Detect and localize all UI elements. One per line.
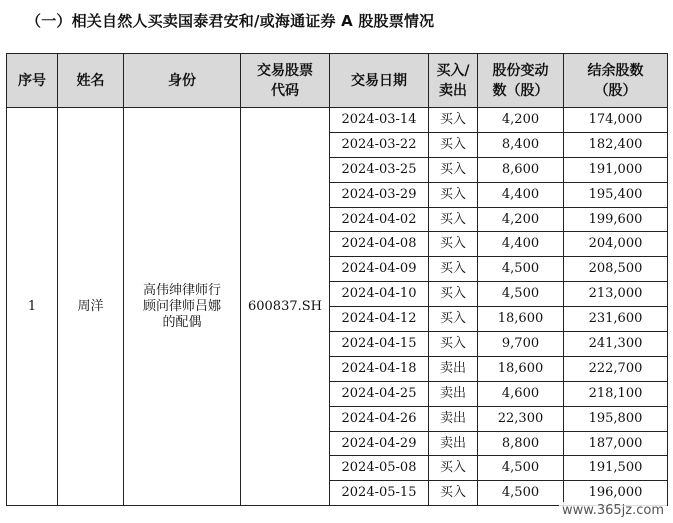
side-cell: 买入 bbox=[429, 232, 478, 257]
header-stock-code bbox=[241, 54, 330, 108]
date-cell: 2024-04-10 bbox=[330, 282, 429, 307]
date-cell: 2024-03-22 bbox=[330, 132, 429, 157]
identity-line3: 的配偶 bbox=[162, 314, 202, 330]
balance-cell: 208,500 bbox=[564, 257, 668, 282]
side-cell: 买入 bbox=[429, 282, 478, 307]
page-title: （一）相关自然人买卖国泰君安和/或海通证券 A 股股票情况 bbox=[26, 12, 435, 30]
header-name-label: 姓名 bbox=[76, 72, 105, 89]
date-cell: 2024-04-12 bbox=[330, 307, 429, 332]
stock-code-cell: 600837.SH bbox=[241, 108, 330, 506]
date-cell: 2024-04-26 bbox=[330, 406, 429, 431]
date-cell: 2024-04-25 bbox=[330, 381, 429, 406]
identity-line2: 顾问律师吕娜 bbox=[142, 298, 221, 314]
balance-cell: 187,000 bbox=[564, 431, 668, 456]
header-side-line2: 卖出 bbox=[439, 82, 467, 99]
change-cell: 18,600 bbox=[478, 356, 564, 381]
date-cell: 2024-05-08 bbox=[330, 456, 429, 481]
header-row bbox=[7, 54, 668, 108]
change-cell: 4,500 bbox=[478, 257, 564, 282]
date-cell: 2024-04-09 bbox=[330, 257, 429, 282]
identity-cell bbox=[124, 108, 241, 506]
balance-cell: 174,000 bbox=[564, 108, 668, 133]
date-cell: 2024-04-15 bbox=[330, 332, 429, 357]
header-change-line1: 股份变动 bbox=[492, 62, 549, 79]
header-date-label: 交易日期 bbox=[351, 72, 407, 89]
header-balance-line2: （股） bbox=[594, 82, 637, 99]
header-side-line1: 买入/ bbox=[436, 62, 470, 79]
identity-line1: 高伟绅律师行 bbox=[142, 282, 221, 298]
header-balance-line1: 结余股数 bbox=[587, 62, 644, 79]
change-cell: 4,500 bbox=[478, 456, 564, 481]
side-cell: 买入 bbox=[429, 132, 478, 157]
change-cell: 8,800 bbox=[478, 431, 564, 456]
header-balance bbox=[564, 54, 668, 108]
change-cell: 4,500 bbox=[478, 282, 564, 307]
balance-cell: 231,600 bbox=[564, 307, 668, 332]
change-cell: 4,200 bbox=[478, 108, 564, 133]
header-stock-code-line2: 代码 bbox=[271, 82, 299, 99]
balance-cell: 222,700 bbox=[564, 356, 668, 381]
side-cell: 卖出 bbox=[429, 356, 478, 381]
side-cell: 买入 bbox=[429, 207, 478, 232]
change-cell: 4,400 bbox=[478, 232, 564, 257]
header-side bbox=[429, 54, 478, 108]
change-cell: 22,300 bbox=[478, 406, 564, 431]
change-cell: 4,200 bbox=[478, 207, 564, 232]
balance-cell: 218,100 bbox=[564, 381, 668, 406]
side-cell: 买入 bbox=[429, 481, 478, 506]
date-cell: 2024-05-15 bbox=[330, 481, 429, 506]
side-cell: 买入 bbox=[429, 182, 478, 207]
table-header bbox=[7, 54, 668, 108]
balance-cell: 241,300 bbox=[564, 332, 668, 357]
date-cell: 2024-03-14 bbox=[330, 108, 429, 133]
balance-cell: 191,500 bbox=[564, 456, 668, 481]
side-cell: 卖出 bbox=[429, 406, 478, 431]
change-cell: 8,600 bbox=[478, 157, 564, 182]
date-cell: 2024-03-25 bbox=[330, 157, 429, 182]
change-cell: 18,600 bbox=[478, 307, 564, 332]
header-name bbox=[58, 54, 124, 108]
change-cell: 9,700 bbox=[478, 332, 564, 357]
header-change-line2: 数（股） bbox=[492, 82, 549, 99]
header-seq bbox=[7, 54, 58, 108]
balance-cell: 213,000 bbox=[564, 282, 668, 307]
side-cell: 买入 bbox=[429, 108, 478, 133]
side-cell: 卖出 bbox=[429, 381, 478, 406]
side-cell: 买入 bbox=[429, 257, 478, 282]
side-cell: 卖出 bbox=[429, 431, 478, 456]
change-cell: 4,600 bbox=[478, 381, 564, 406]
side-cell: 买入 bbox=[429, 332, 478, 357]
header-stock-code-line1: 交易股票 bbox=[257, 62, 313, 79]
date-cell: 2024-04-02 bbox=[330, 207, 429, 232]
side-cell: 买入 bbox=[429, 157, 478, 182]
header-date bbox=[330, 54, 429, 108]
balance-cell: 196,000 bbox=[564, 481, 668, 506]
side-cell: 买入 bbox=[429, 456, 478, 481]
change-cell: 8,400 bbox=[478, 132, 564, 157]
table-row bbox=[7, 108, 668, 133]
change-cell: 4,500 bbox=[478, 481, 564, 506]
balance-cell: 199,600 bbox=[564, 207, 668, 232]
date-cell: 2024-04-29 bbox=[330, 431, 429, 456]
balance-cell: 182,400 bbox=[564, 132, 668, 157]
date-cell: 2024-04-18 bbox=[330, 356, 429, 381]
seq-cell: 1 bbox=[7, 108, 58, 506]
header-change bbox=[478, 54, 564, 108]
watermark: www.365jz.com bbox=[559, 502, 667, 519]
header-seq-label: 序号 bbox=[18, 72, 46, 89]
table-body bbox=[7, 108, 668, 506]
date-cell: 2024-04-08 bbox=[330, 232, 429, 257]
balance-cell: 204,000 bbox=[564, 232, 668, 257]
trades-table bbox=[6, 53, 668, 506]
balance-cell: 195,400 bbox=[564, 182, 668, 207]
header-identity-label: 身份 bbox=[168, 72, 196, 89]
side-cell: 买入 bbox=[429, 307, 478, 332]
balance-cell: 195,800 bbox=[564, 406, 668, 431]
date-cell: 2024-03-29 bbox=[330, 182, 429, 207]
change-cell: 4,400 bbox=[478, 182, 564, 207]
header-identity bbox=[124, 54, 241, 108]
name-cell: 周洋 bbox=[58, 108, 124, 506]
balance-cell: 191,000 bbox=[564, 157, 668, 182]
